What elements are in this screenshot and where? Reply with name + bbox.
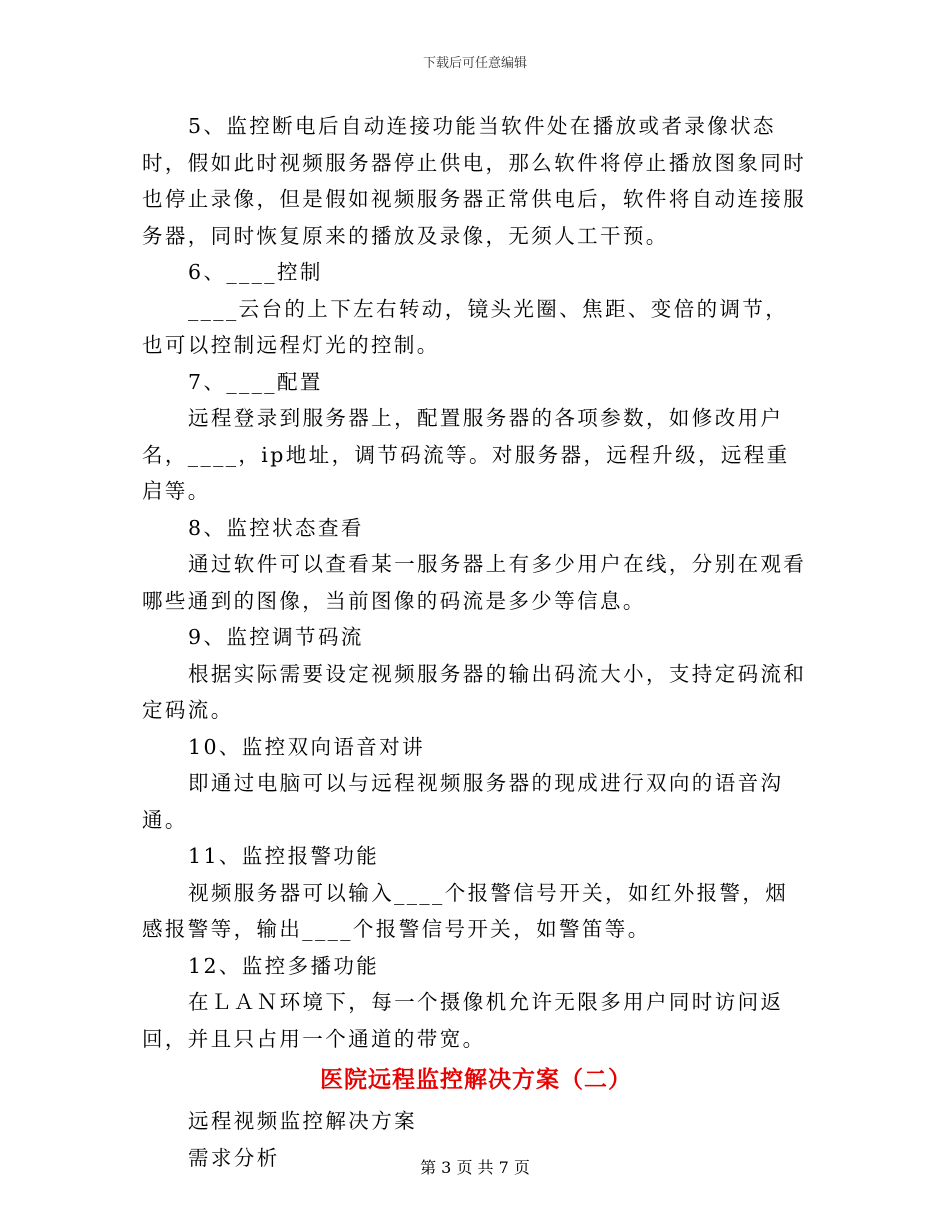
paragraph-item-5: 5、监控断电后自动连接功能当软件处在播放或者录像状态时，假如此时视频服务器停止供电，那么软件将停止播放图象同时也停止录像，但是假如视频服务器正常供电后，软件将自动连接服务器，同时恢复原来的播放及录像，无须人工干预。 [142,114,807,248]
heading-item-7: 7、____配置 [188,369,323,394]
header-note: 下载后可任意编辑 [422,56,527,71]
paragraph-item-8: 通过软件可以查看某一服务器上有多少用户在线，分别在观看哪些通到的图像，当前图像的码流是多少等信息。 [142,552,807,613]
heading-item-9: 9、监控调节码流 [188,625,364,649]
heading-item-10: 10、监控双向语音对讲 [188,734,425,759]
section-title: 医院远程监控解决方案（二） [320,1066,632,1093]
heading-item-8: 8、监控状态查看 [188,515,364,540]
section-paragraph: 远程视频监控解决方案 [188,1109,417,1133]
paragraph-item-7: 远程登录到服务器上，配置服务器的各项参数，如修改用户名，____，ip地址，调节码流等。对服务器，远程升级，远程重启等。 [142,406,790,503]
paragraph-item-10: 即通过电脑可以与远程视频服务器的现成进行双向的语音沟通。 [142,771,784,832]
document-body [142,108,810,1176]
paragraph-item-11: 视频服务器可以输入____个报警信号开关，如红外报警，烟感报警等，输出____个报警信号开关，如警笛等。 [142,880,789,941]
paragraph-item-9: 根据实际需要设定视频服务器的输出码流大小，支持定码流和定码流。 [142,661,807,722]
heading-item-12: 12、监控多播功能 [188,953,380,978]
heading-item-11: 11、监控报警功能 [188,844,380,868]
section-paragraph: 需求分析 [188,1145,280,1170]
page-number: 第 3 页 共 7 页 [420,1158,530,1177]
paragraph-item-12: 在ＬＡＮ环境下，每一个摄像机允许无限多用户同时访问返回，并且只占用一个通道的带宽。 [142,990,784,1051]
paragraph-item-6: ____云台的上下左右转动，镜头光圈、焦距、变倍的调节，也可以控制远程灯光的控制。 [142,296,789,357]
heading-item-6: 6、____控制 [188,260,323,284]
